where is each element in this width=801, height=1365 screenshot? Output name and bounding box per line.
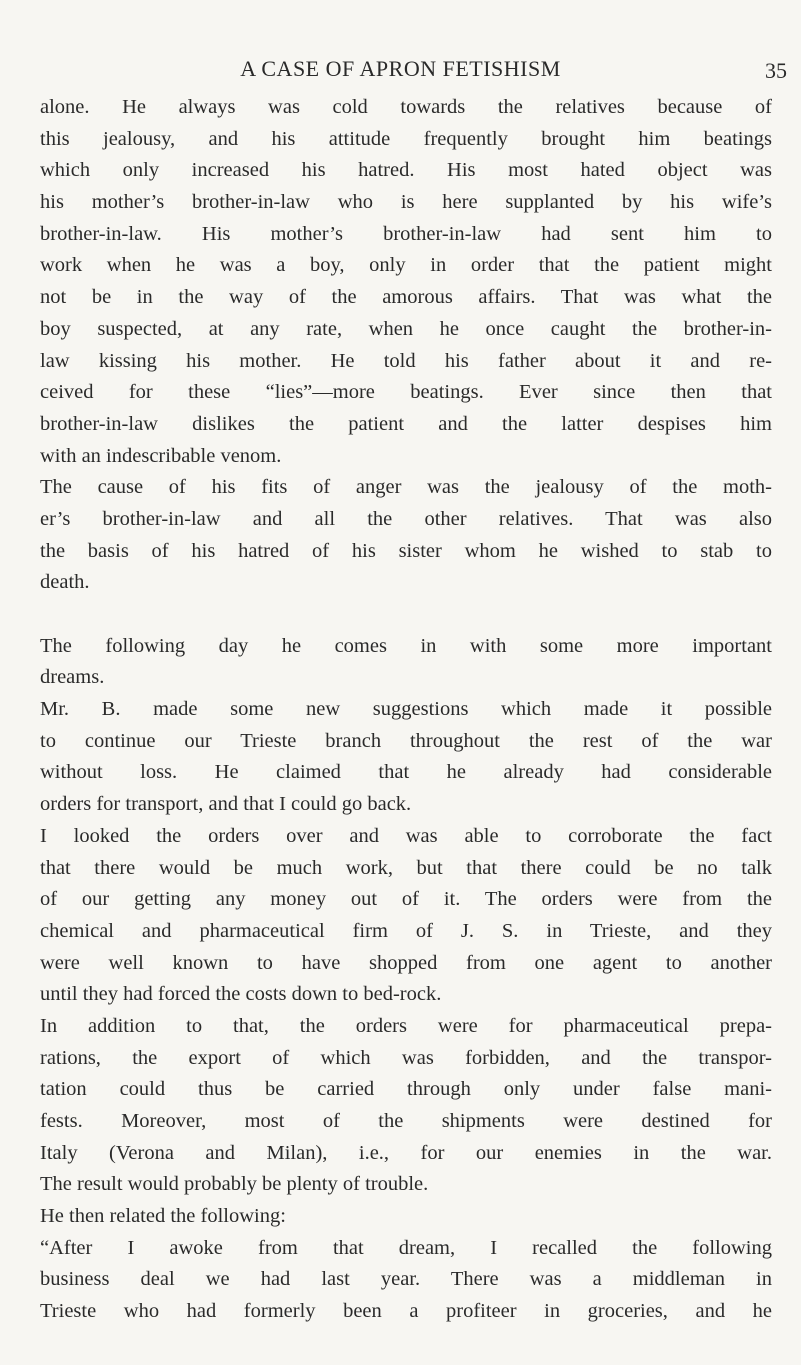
page-header bbox=[0, 56, 801, 86]
text-line: rations, the export of which was forbidden, and the transpor- bbox=[40, 1046, 772, 1069]
text-line: of our getting any money out of it. The orders were from the bbox=[40, 888, 772, 911]
text-line: boy suspected, at any rate, when he once caught the brother-in- bbox=[40, 317, 772, 340]
text-line: his mother’s brother-in-law who is here supplanted by his wife’s bbox=[40, 191, 772, 214]
text-line: this jealousy, and his attitude frequently brought him beatings bbox=[40, 127, 772, 150]
paragraph bbox=[40, 1011, 772, 1201]
text-line: I looked the orders over and was able to corroborate the fact bbox=[40, 824, 772, 847]
paragraph bbox=[40, 472, 772, 599]
text-line: that there would be much work, but that there could be no talk bbox=[40, 856, 772, 879]
text-line: alone. He always was cold towards the relatives because of bbox=[40, 96, 772, 118]
text-line: which only increased his hatred. His most hated object was bbox=[40, 159, 772, 182]
paragraph bbox=[40, 694, 772, 821]
text-line: dreams. bbox=[40, 666, 105, 689]
text-line: er’s brother-in-law and all the other relatives. That was also bbox=[40, 507, 772, 530]
text-line: law kissing his mother. He told his father about it and re- bbox=[40, 349, 772, 372]
text-line: death. bbox=[40, 571, 90, 594]
text-line: the basis of his hatred of his sister whom he wished to stab to bbox=[40, 539, 772, 562]
body-text bbox=[40, 92, 772, 1328]
text-line: Mr. B. made some new suggestions which made it possible bbox=[40, 698, 772, 721]
text-line: until they had forced the costs down to bed-rock. bbox=[40, 983, 442, 1006]
text-line: orders for transport, and that I could go back. bbox=[40, 793, 412, 816]
text-line: chemical and pharmaceutical firm of J. S. in Trieste, and they bbox=[40, 919, 772, 942]
text-line: “After I awoke from that dream, I recalled the following bbox=[40, 1236, 772, 1259]
running-title: A CASE OF APRON FETISHISM bbox=[240, 56, 561, 81]
page-number: 35 bbox=[765, 58, 787, 83]
text-line: work when he was a boy, only in order that the patient might bbox=[40, 254, 772, 277]
text-line: The result would probably be plenty of trouble. bbox=[40, 1173, 429, 1196]
text-line: tation could thus be carried through only under false mani- bbox=[40, 1078, 772, 1101]
text-line: brother-in-law dislikes the patient and the latter despises him bbox=[40, 412, 772, 435]
text-line: Italy (Verona and Milan), i.e., for our enemies in the war. bbox=[40, 1141, 772, 1164]
paragraph bbox=[40, 92, 772, 472]
paragraph-gap bbox=[40, 599, 772, 631]
text-line: ceived for these “lies”—more beatings. Ever since then that bbox=[40, 381, 772, 404]
text-line: with an indescribable venom. bbox=[40, 444, 282, 467]
text-line: Trieste who had formerly been a profiteer in groceries, and he bbox=[40, 1300, 772, 1323]
text-line: fests. Moreover, most of the shipments were destined for bbox=[40, 1110, 772, 1132]
paragraph bbox=[40, 1201, 772, 1233]
text-line: were well known to have shopped from one agent to another bbox=[40, 951, 772, 974]
text-line: The following day he comes in with some more important bbox=[40, 634, 772, 657]
text-line: business deal we had last year. There was a middleman in bbox=[40, 1268, 772, 1291]
text-line: brother-in-law. His mother’s brother-in-law had sent him to bbox=[40, 222, 772, 245]
text-line: not be in the way of the amorous affairs. That was what the bbox=[40, 286, 772, 309]
text-line: The cause of his fits of anger was the jealousy of the moth- bbox=[40, 476, 772, 499]
text-line: without loss. He claimed that he already had considerable bbox=[40, 761, 772, 784]
paragraph bbox=[40, 821, 772, 1011]
paragraph bbox=[40, 1233, 772, 1328]
text-line: He then related the following: bbox=[40, 1205, 286, 1228]
text-line: to continue our Trieste branch throughout the rest of the war bbox=[40, 729, 772, 752]
text-line: In addition to that, the orders were for pharmaceutical prepa- bbox=[40, 1014, 772, 1037]
paragraph bbox=[40, 631, 772, 694]
